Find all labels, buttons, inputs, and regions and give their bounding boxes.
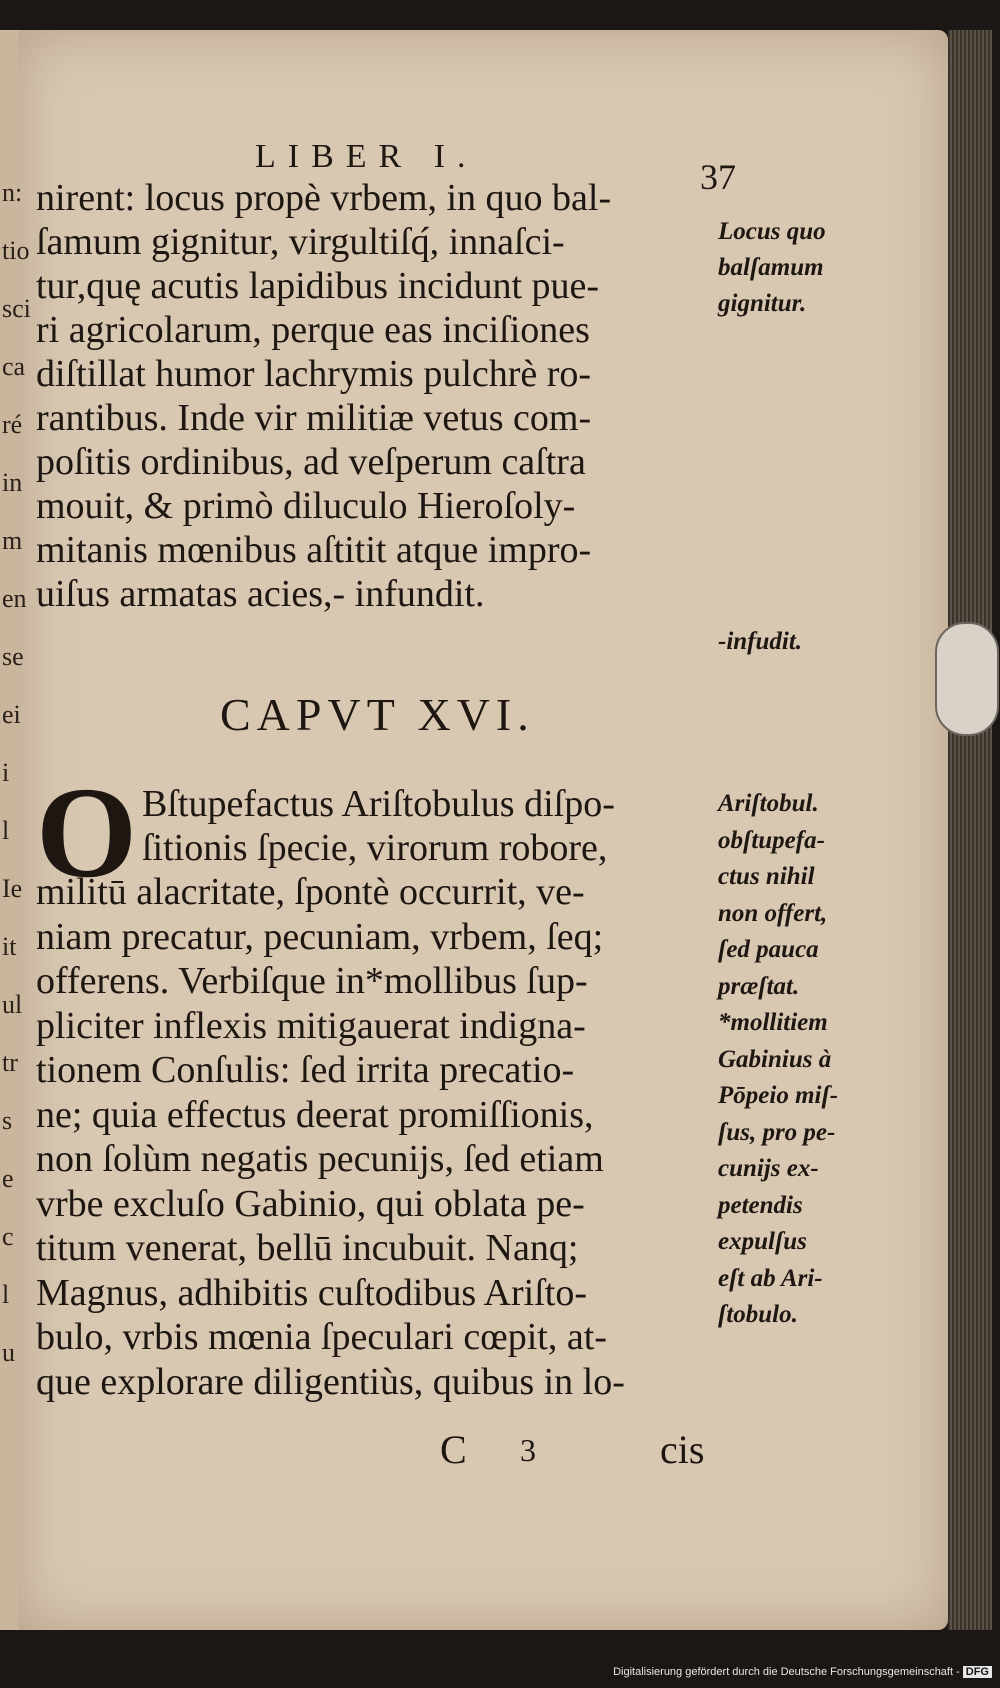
margin-note: non offert, (718, 899, 828, 927)
dfg-logo: DFG (963, 1666, 992, 1678)
page-number: 37 (700, 157, 736, 197)
left-page-fragment: c (2, 1222, 14, 1251)
margin-note: ſed pauca (718, 936, 819, 963)
book-fore-edge (948, 30, 992, 1630)
text-line: uiſus armatas acies,- infundit. (36, 573, 485, 615)
left-page-fragment: sci (2, 294, 31, 323)
left-page-fragment: m (2, 526, 23, 555)
text-line: mitanis mœnibus aſtitit atque impro- (36, 529, 592, 571)
text-line: Magnus, adhibitis cuſtodibus Ariſto- (36, 1271, 587, 1314)
left-page-fragment: it (2, 932, 17, 961)
text-line: non ſolùm negatis pecunijs, ſed etiam (36, 1138, 604, 1180)
left-page-fragment: l (2, 816, 10, 845)
text-line: mouit, & primò diluculo Hieroſoly- (36, 485, 576, 527)
left-page-fragment: i (2, 758, 10, 787)
text-line: offerens. Verbiſque in*mollibus ſup- (36, 960, 588, 1002)
text-line: rantibus. Inde vir militiæ vetus com- (36, 397, 592, 439)
text-line: ſamum gignitur, virgultiſq́, innaſci- (36, 221, 565, 263)
left-page-fragment: ei (2, 700, 21, 729)
signature-number: 3 (520, 1432, 536, 1468)
text-line: tur,quę acutis lapidibus incidunt pue- (36, 265, 600, 307)
footer-credit-text: Digitalisierung gefördert durch die Deutsche Forschungsgemeinschaft - (613, 1666, 960, 1678)
digitization-credit (613, 1666, 992, 1678)
margin-note: gignitur. (718, 290, 807, 317)
catchword: cis (660, 1427, 705, 1472)
text-line: que explorare diligentiùs, quibus in lo- (36, 1360, 625, 1403)
text-line: vrbe excluſo Gabinio, qui oblata pe- (36, 1182, 585, 1225)
running-header: LIBER I. (255, 138, 478, 175)
margin-note: Locus quo (718, 218, 826, 245)
left-page-fragment: s (2, 1106, 13, 1135)
text-line: ne; quia effectus deerat promiſſionis, (36, 1093, 594, 1136)
margin-note: Pōpeio miſ- (718, 1082, 839, 1109)
text-line: titum venerat, bellū incubuit. Nanq; (36, 1227, 579, 1269)
text-line: Bſtupefactus Ariſtobulus diſpo- (142, 783, 615, 825)
text-line: poſitis ordinibus, ad veſperum caſtra (36, 441, 586, 483)
left-page-fragment: se (2, 642, 24, 671)
left-page-fragment: Ie (2, 874, 23, 903)
margin-note: Ariſtobul. (718, 790, 819, 817)
text-line: ſitionis ſpecie, virorum robore, (142, 827, 608, 869)
left-page-fragment: e (2, 1164, 14, 1193)
left-page-fragment: u (2, 1338, 15, 1367)
margin-note: præſtat. (718, 972, 800, 1000)
left-page-fragment: ul (2, 990, 23, 1019)
left-page-fragment: l (2, 1280, 10, 1309)
text-line: tionem Conſulis: ſed irrita precatio- (36, 1049, 575, 1091)
margin-note: ſtobulo. (718, 1301, 798, 1328)
margin-note: expulſus (718, 1228, 807, 1255)
text-line: ri agricolarum, perque eas inciſiones (36, 309, 590, 351)
left-page-fragment: tio (2, 236, 30, 265)
margin-note: balſamum (718, 254, 824, 281)
left-page-fragment: ca (2, 352, 26, 381)
left-page-fragment: n: (2, 178, 23, 207)
left-page-fragment: tr (2, 1048, 18, 1077)
left-page-fragment: ré (2, 410, 23, 439)
text-line: diſtillat humor lachrymis pulchrè ro- (36, 353, 592, 395)
decorated-initial: O (36, 761, 138, 905)
margin-note: obſtupefa- (718, 826, 825, 854)
text-line: bulo, vrbis mœnia ſpeculari cœpit, at- (36, 1316, 607, 1358)
chapter-heading: CAPVT XVI. (220, 689, 535, 740)
margin-note: eſt ab Ari- (718, 1264, 823, 1292)
signature-mark: C (440, 1427, 467, 1472)
margin-note: cunijs ex- (718, 1155, 819, 1182)
margin-note: *mollitiem (718, 1009, 828, 1036)
margin-note: ſus, pro pe- (718, 1118, 836, 1146)
margin-note-infudit: -infudit. (718, 628, 803, 655)
margin-note: ctus nihil (718, 863, 815, 890)
left-page-fragment: en (2, 584, 27, 613)
margin-note: Gabinius à (718, 1045, 832, 1073)
text-line: nirent: locus propè vrbem, in quo bal- (36, 177, 612, 219)
text-line: niam precatur, pecuniam, vrbem, ſeq; (36, 915, 604, 958)
page-clip (935, 622, 999, 736)
left-page-fragment: in (2, 468, 23, 497)
text-line: militū alacritate, ſpontè occurrit, ve- (36, 871, 585, 913)
margin-note: petendis (718, 1191, 803, 1219)
text-line: pliciter inflexis mitigauerat indigna- (36, 1004, 586, 1047)
